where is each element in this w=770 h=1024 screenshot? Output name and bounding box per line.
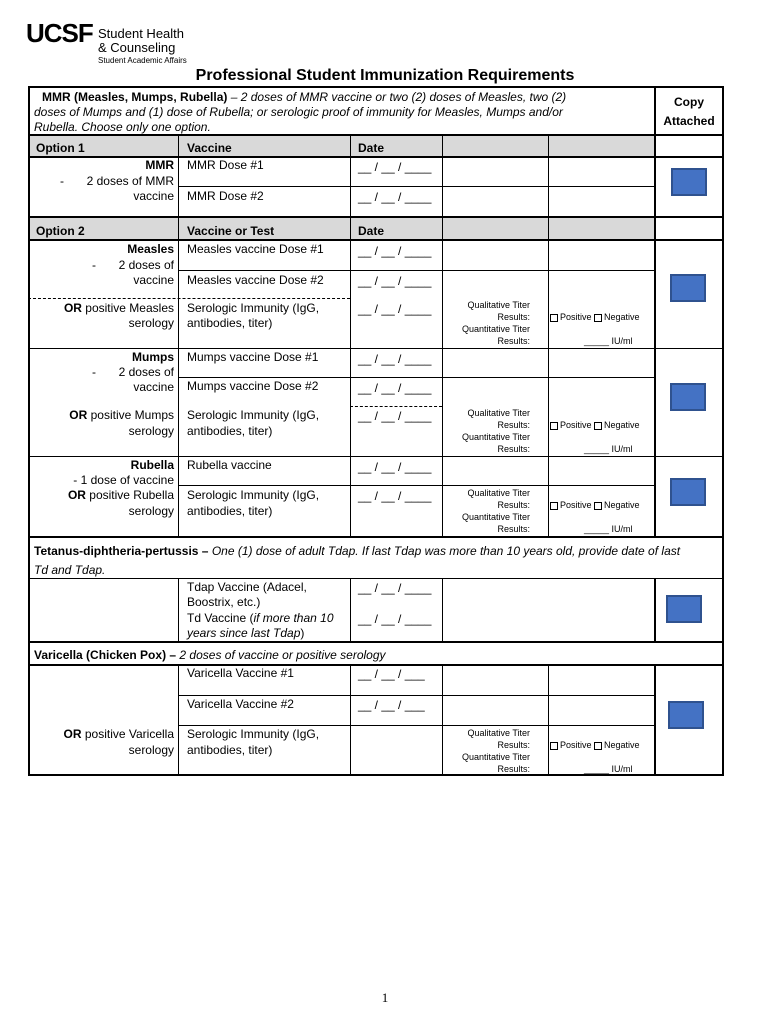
mumps-positive-label: Positive [560,420,592,430]
varicella-negative-label: Negative [604,740,640,750]
measles-serologic2: antibodies, titer) [187,316,273,330]
varicella-header [34,648,386,663]
measles-alt1-text: positive Measles [81,301,174,315]
option1-label: Option 1 [36,141,85,155]
mumps-titer-date[interactable]: __ / __ / ____ [358,409,432,423]
mumps-dose2: Mumps vaccine Dose #2 [187,379,319,393]
mumps-positive-checkbox[interactable] [550,422,558,430]
varicella-positive-checkbox[interactable] [550,742,558,750]
mmr-desc1: – 2 doses of MMR vaccine or two (2) doses of Measles, two (2) [227,90,567,104]
varicella-titer-l4: Results: [497,764,530,774]
mumps-dose1-date[interactable]: __ / __ / ____ [358,352,432,366]
measles-titer-l1: Qualitative Titer [467,300,530,310]
copy-header-l1: Copy [674,95,704,109]
rubella-d1: - 1 dose of vaccine [73,473,174,487]
rubella-or: OR [67,488,86,502]
rubella-result-options [550,499,640,511]
measles-alt1 [28,301,174,316]
measles-negative-checkbox[interactable] [594,314,602,322]
tdap-v1b: Boostrix, etc.) [187,595,261,609]
td-v2a-italic: if more than 10 [253,611,334,625]
td-v2a [187,611,334,626]
option2-vaccine-col: Vaccine or Test [187,224,275,238]
mmr-heading: MMR (Measles, Mumps, Rubella) [42,90,228,104]
measles-dose2: Measles vaccine Dose #2 [187,273,324,287]
measles-titer-l2: Results: [497,312,530,322]
varicella-negative-checkbox[interactable] [594,742,602,750]
measles-name: Measles [127,242,174,256]
varicella-alt1-text: positive Varicella [81,727,174,741]
mumps-titer-l2: Results: [497,420,530,430]
mumps-negative-label: Negative [604,420,640,430]
logo-line2: & Counseling [98,40,176,55]
measles-titer-l3: Quantitative Titer [461,324,530,334]
rubella-titer-l2: Results: [497,500,530,510]
logo-mark: UCSF [26,18,93,48]
rubella-serologic2: antibodies, titer) [187,504,273,518]
measles-d2: vaccine [133,273,174,287]
option1-date-col: Date [358,141,385,155]
varicella-or: OR [63,727,82,741]
mumps-dash: - [92,365,96,379]
rubella-titer-l1: Qualitative Titer [467,488,530,498]
rubella-name: Rubella [130,458,174,472]
immunization-form [28,86,724,776]
measles-iu[interactable]: _____ IU/ml [584,336,633,346]
mumps-serologic1: Serologic Immunity (IgG, [187,408,320,422]
mmr-name: MMR [145,158,174,172]
varicella-desc: 2 doses of vaccine or positive serology [176,648,386,662]
logo-line3: Student Academic Affairs [98,56,187,65]
mumps-d1: 2 doses of [118,365,174,379]
varicella-dose2: Varicella Vaccine #2 [187,697,294,711]
measles-or: OR [63,301,82,315]
mumps-iu[interactable]: _____ IU/ml [584,444,633,454]
tdap-desc2: Td and Tdap. [34,563,106,577]
varicella-titer-l1: Qualitative Titer [467,728,530,738]
varicella-dose1-date[interactable]: __ / __ / ___ [358,667,425,681]
rubella-positive-checkbox[interactable] [550,502,558,510]
rubella-iu[interactable]: _____ IU/ml [584,524,633,534]
measles-dose2-date[interactable]: __ / __ / ____ [358,274,432,288]
measles-result-options [550,311,640,323]
varicella-alt1 [28,727,174,742]
varicella-alt2: serology [128,743,174,757]
mumps-alt1 [28,408,174,423]
measles-copy-checkbox[interactable] [670,274,706,302]
rubella-vaccine-date[interactable]: __ / __ / ____ [358,460,432,474]
mmr-header-line1 [42,90,566,105]
mmr-copy-checkbox[interactable] [671,168,707,196]
varicella-titer-l3: Quantitative Titer [461,752,530,762]
option1-vaccine-col: Vaccine [187,141,232,155]
mumps-or: OR [69,408,88,422]
measles-negative-label: Negative [604,312,640,322]
varicella-dose2-date[interactable]: __ / __ / ___ [358,698,425,712]
td-v2a-text: Td Vaccine ( [187,611,254,625]
mumps-alt2: serology [128,424,174,438]
tdap-v1a: Tdap Vaccine (Adacel, [187,580,307,594]
option2-date-col: Date [358,224,385,238]
measles-titer-l4: Results: [497,336,530,346]
measles-d1: 2 doses of [118,258,174,272]
varicella-dose1: Varicella Vaccine #1 [187,666,294,680]
page-title: Professional Student Immunization Requirements [195,67,575,84]
rubella-positive-label: Positive [560,500,592,510]
varicella-copy-checkbox[interactable] [668,701,704,729]
td-v2b-paren: ) [300,626,305,640]
mumps-alt1-text: positive Mumps [87,408,174,422]
varicella-titer-l2: Results: [497,740,530,750]
tdap-heading: Tetanus-diphtheria-pertussis – [34,544,209,558]
mumps-dose1: Mumps vaccine Dose #1 [187,350,319,364]
tdap-header-line1 [34,544,680,559]
rubella-alt2: serology [128,504,174,518]
rubella-serologic1: Serologic Immunity (IgG, [187,488,320,502]
copy-header-l2: Attached [663,114,715,128]
measles-titer-date[interactable]: __ / __ / ____ [358,302,432,316]
measles-serologic1: Serologic Immunity (IgG, [187,301,320,315]
mumps-titer-l3: Quantitative Titer [461,432,530,442]
measles-positive-label: Positive [560,312,592,322]
tdap-date[interactable]: __ / __ / ____ [358,581,432,595]
mmr-dose1: MMR Dose #1 [187,158,264,172]
measles-dash: - [92,258,96,272]
option2-label: Option 2 [36,224,85,238]
page-number: 1 [381,990,389,1005]
mumps-dose2-date[interactable]: __ / __ / ____ [358,381,432,395]
rubella-copy-checkbox[interactable] [670,478,706,506]
measles-dose1: Measles vaccine Dose #1 [187,242,324,256]
rubella-negative-label: Negative [604,500,640,510]
varicella-positive-label: Positive [560,740,592,750]
mmr-doses1: 2 doses of MMR [86,174,174,188]
mmr-dash: - [60,174,64,188]
mumps-d2: vaccine [133,380,174,394]
mumps-titer-l4: Results: [497,444,530,454]
mmr-dose2-date[interactable]: __ / __ / ____ [358,190,432,204]
mumps-result-options [550,419,640,431]
mmr-dose1-date[interactable]: __ / __ / ____ [358,160,432,174]
mmr-doses2: vaccine [133,189,174,203]
varicella-heading: Varicella (Chicken Pox) – [34,648,177,662]
measles-dose1-date[interactable]: __ / __ / ____ [358,244,432,258]
td-v2b-italic: years since last Tdap [187,626,301,640]
varicella-serologic1: Serologic Immunity (IgG, [187,727,320,741]
rubella-titer-date[interactable]: __ / __ / ____ [358,489,432,503]
varicella-serologic2: antibodies, titer) [187,743,273,757]
mumps-negative-checkbox[interactable] [594,422,602,430]
mumps-serologic2: antibodies, titer) [187,424,273,438]
rubella-titer-l3: Quantitative Titer [461,512,530,522]
td-v2b [187,626,304,641]
tdap-copy-checkbox[interactable] [666,595,702,623]
tdap-desc1: One (1) dose of adult Tdap. If last Tdap was more than 10 years old, provide date of last [208,544,681,558]
rubella-titer-l4: Results: [497,524,530,534]
rubella-vaccine: Rubella vaccine [187,458,272,472]
varicella-result-options [550,739,640,751]
logo-line1: Student Health [98,26,185,41]
varicella-iu[interactable]: _____ IU/ml [584,764,633,774]
measles-alt2: serology [128,316,174,330]
mmr-dose2: MMR Dose #2 [187,189,264,203]
rubella-alt1-text: positive Rubella [85,488,174,502]
mmr-desc3: Rubella. Choose only one option. [34,120,211,134]
mumps-copy-checkbox[interactable] [670,383,706,411]
mumps-name: Mumps [132,350,174,364]
rubella-alt1 [28,488,174,503]
rubella-negative-checkbox[interactable] [594,502,602,510]
td-date[interactable]: __ / __ / ____ [358,612,432,626]
measles-positive-checkbox[interactable] [550,314,558,322]
mmr-desc2: doses of Mumps and (1) dose of Rubella; or serologic proof of immunity for Measles, Mumps and/or [34,105,563,119]
mumps-titer-l1: Qualitative Titer [467,408,530,418]
